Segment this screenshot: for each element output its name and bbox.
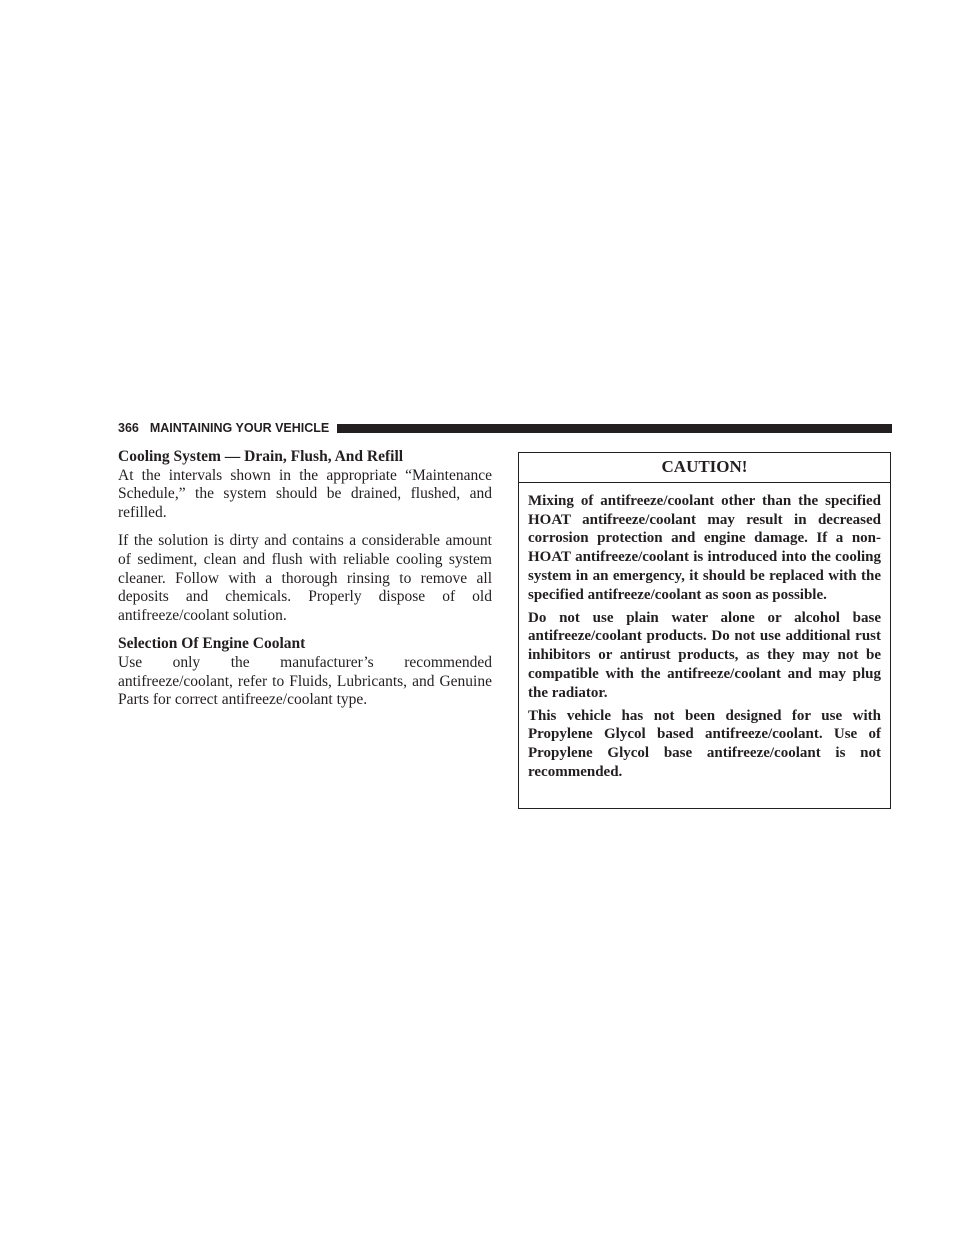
header-rule xyxy=(337,424,892,433)
page-number: 366 xyxy=(118,421,139,435)
heading-cooling-system: Cooling System — Drain, Flush, And Refill xyxy=(118,448,404,465)
caution-paragraph-propylene: This vehicle has not been designed for use with Propylene Glycol based antifreeze/coolant. Use of Propylene Glycol base antifreeze/coolant is not recommended. xyxy=(528,707,881,780)
caution-paragraph-plain-water: Do not use plain water alone or alcohol base antifreeze/coolant products. Do not use additional rust inhibitors or antirust products, as they may not be compatible with the antifreeze/coolant and may plug the radiator. xyxy=(528,609,881,701)
left-column xyxy=(118,448,492,720)
section-title: MAINTAINING YOUR VEHICLE xyxy=(149,421,330,435)
caution-box xyxy=(518,452,891,809)
paragraph-intervals: At the intervals shown in the appropriate “Maintenance Schedule,” the system should be drained, flushed, and refilled. xyxy=(118,466,492,522)
caution-title: CAUTION! xyxy=(519,453,890,483)
caution-paragraph-mixing: Mixing of antifreeze/coolant other than the specified HOAT antifreeze/coolant may result in decreased corrosion protection and engine damage. If a non-HOAT antifreeze/coolant is introduced into the cooling system in an emergency, it should be replaced with the specified antifreeze/coolant as soon as possible. xyxy=(528,493,881,603)
paragraph-dirty-solution: If the solution is dirty and contains a considerable amount of sediment, clean and flush with reliable cooling system cleaner. Follow with a thorough rinsing to remove all deposits and chemicals. Properly dispose of old antifreeze/coolant solution. xyxy=(118,532,492,625)
heading-engine-coolant: Selection Of Engine Coolant xyxy=(118,635,306,653)
paragraph-coolant-selection: Use only the manufacturer’s recommended antifreeze/coolant, refer to Fluids, Lubricants, and Genuine Parts for correct antifreeze/coolant type. xyxy=(118,654,492,709)
page-header xyxy=(118,419,892,437)
caution-body xyxy=(519,483,890,782)
